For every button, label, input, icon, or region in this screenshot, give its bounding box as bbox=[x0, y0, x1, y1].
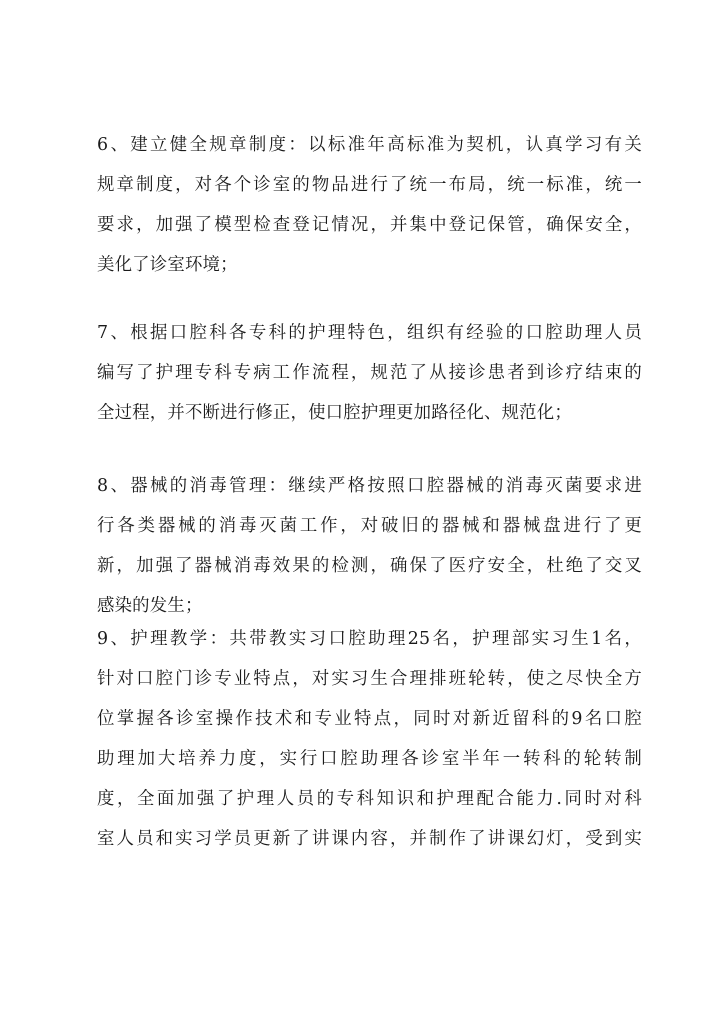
paragraph-line: 要求，加强了模型检查登记情况，并集中登记保管，确保安全， bbox=[97, 215, 642, 235]
paragraph-line: 全过程，并不断进行修正，使口腔护理更加路径化、规范化； bbox=[97, 403, 572, 423]
paragraph-line: 美化了诊室环境； bbox=[97, 255, 238, 275]
paragraph-line: 位掌握各诊室操作技术和专业特点，同时对新近留科的9名口腔 bbox=[97, 709, 642, 729]
paragraph-line: 室人员和实习学员更新了讲课内容，并制作了讲课幻灯，受到实 bbox=[97, 829, 642, 849]
paragraph-7 bbox=[97, 313, 642, 433]
paragraph-line: 规章制度，对各个诊室的物品进行了统一布局，统一标准，统一 bbox=[97, 175, 642, 195]
paragraph-line: 7、根据口腔科各专科的护理特色，组织有经验的口腔助理人员 bbox=[97, 323, 642, 343]
paragraph-line: 感染的发生； bbox=[97, 596, 203, 616]
paragraph-line: 针对口腔门诊专业特点，对实习生合理排班轮转，使之尽快全方 bbox=[97, 669, 642, 689]
paragraph-6 bbox=[97, 125, 642, 285]
paragraph-line: 行各类器械的消毒灭菌工作，对破旧的器械和器械盘进行了更 bbox=[97, 516, 642, 536]
paragraph-line: 度，全面加强了护理人员的专科知识和护理配合能力.同时对科 bbox=[97, 789, 642, 809]
paragraph-8 bbox=[97, 466, 642, 626]
paragraph-line: 8、器械的消毒管理：继续严格按照口腔器械的消毒灭菌要求进 bbox=[97, 476, 642, 496]
paragraph-line: 9、护理教学：共带教实习口腔助理25名，护理部实习生1名， bbox=[97, 629, 642, 649]
paragraph-line: 6、建立健全规章制度：以标准年高标准为契机，认真学习有关 bbox=[97, 135, 642, 155]
paragraph-line: 助理加大培养力度，实行口腔助理各诊室半年一转科的轮转制 bbox=[97, 749, 642, 769]
paragraph-line: 编写了护理专科专病工作流程，规范了从接诊患者到诊疗结束的 bbox=[97, 363, 642, 383]
paragraph-9 bbox=[97, 619, 642, 859]
paragraph-line: 新，加强了器械消毒效果的检测，确保了医疗安全，杜绝了交叉 bbox=[97, 556, 642, 576]
